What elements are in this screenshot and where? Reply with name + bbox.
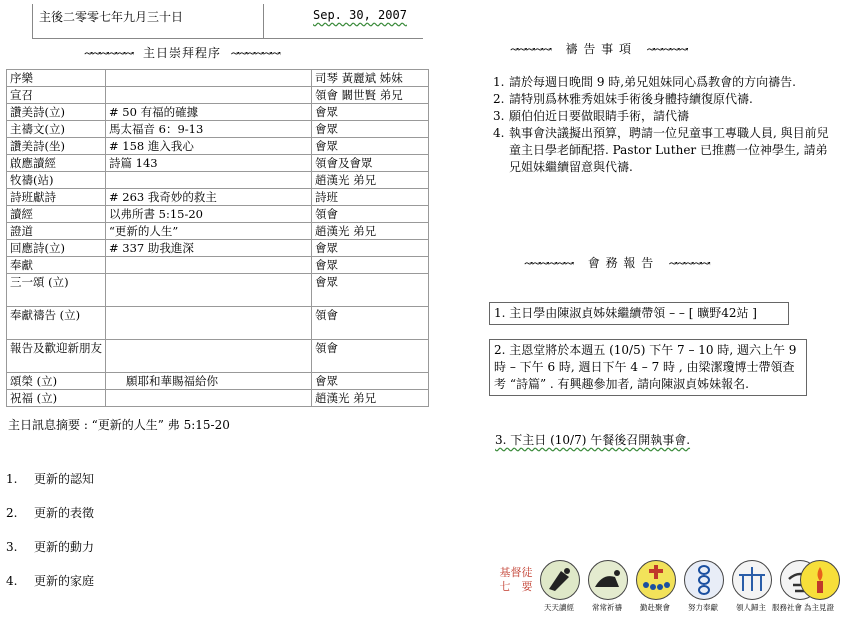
program-person: 會眾 (312, 121, 429, 138)
program-row (7, 138, 429, 155)
affairs-title-row (524, 254, 710, 271)
program-person: 領會 闞世賢 弟兄 (312, 87, 429, 104)
caption: 為主見證 (804, 603, 834, 612)
program-item: 奉獻禱告 (立) (7, 307, 106, 340)
prayer-list (493, 74, 838, 176)
witness-icon (800, 560, 840, 600)
program-content (106, 87, 312, 104)
program-content: 以弗所書 5:15-20 (106, 206, 312, 223)
program-content (106, 307, 312, 340)
service-program-table (6, 69, 429, 407)
program-item: 讀經 (7, 206, 106, 223)
program-item: 讚美詩(坐) (7, 138, 106, 155)
caption: 努力奉獻 (688, 603, 718, 612)
seven-essentials-logo (496, 560, 838, 622)
header-divider (263, 4, 264, 38)
prayer-title: 禱 告 事 項 (565, 42, 632, 56)
program-item: 牧禱(站) (7, 172, 106, 189)
program-row (7, 307, 429, 340)
program-person: 會眾 (312, 274, 429, 307)
program-row (7, 87, 429, 104)
program-content: # 263 我奇妙的救主 (106, 189, 312, 206)
program-content (106, 257, 312, 274)
program-title: 主日崇拜程序 (142, 46, 221, 60)
program-person: 會眾 (312, 104, 429, 121)
program-row (7, 172, 429, 189)
bible-reading-icon (540, 560, 580, 600)
caption: 常常祈禱 (592, 603, 622, 612)
program-content: # 50 有福的確據 (106, 104, 312, 121)
program-item: 三一頌 (立) (7, 274, 106, 307)
program-content: 詩篇 143 (106, 155, 312, 172)
program-item: 主禱文(立) (7, 121, 106, 138)
evangelism-icon (732, 560, 772, 600)
caption: 勤赴聚會 (640, 603, 670, 612)
program-person: 領會 (312, 307, 429, 340)
program-item: 序樂 (7, 70, 106, 87)
program-item: 宣召 (7, 87, 106, 104)
program-person: 趙漢光 弟兄 (312, 223, 429, 240)
program-item: 讚美詩(立) (7, 104, 106, 121)
program-row (7, 206, 429, 223)
sermon-point: 3. 更新的動力 (6, 540, 95, 554)
program-content: # 158 進入我心 (106, 138, 312, 155)
affairs-item-3: 3. 下主日 (10/7) 午餐後召開執事會. (495, 433, 691, 447)
program-row (7, 104, 429, 121)
program-content (106, 390, 312, 407)
program-row (7, 121, 429, 138)
program-item: 詩班獻詩 (7, 189, 106, 206)
caption: 天天讀經 (544, 603, 574, 612)
affairs-title: 會 務 報 告 (587, 256, 655, 270)
program-person: 趙漢光 弟兄 (312, 172, 429, 189)
program-item: 報告及歡迎新朋友 (7, 340, 106, 373)
affairs-item-2: 2. 主恩堂將於本週五 (10/5) 下午 7 – 10 時, 週六上午 9 時 – 下午 6 時, 週日下午 4 – 7 時 , 由梁潔瓊博士帶領查考 “詩篇” . 有興趣參加者, 請向陳淑貞姊妹報名. (489, 339, 807, 396)
prayer-item: 1. 請於每週日晚間 9 時,弟兄姐妹同心爲教會的方向禱告. (493, 75, 796, 89)
sermon-point: 2. 更新的表徵 (6, 506, 95, 520)
program-content (106, 70, 312, 87)
church-gathering-icon (636, 560, 676, 600)
program-row (7, 257, 429, 274)
program-item: 頌榮 (立) (7, 373, 106, 390)
program-person: 趙漢光 弟兄 (312, 390, 429, 407)
program-row (7, 189, 429, 206)
program-content: “更新的人生” (106, 223, 312, 240)
program-person: 領會 (312, 340, 429, 373)
program-content (106, 274, 312, 307)
program-title-row (84, 44, 280, 61)
program-person: 司琴 黃麗斌 姊妹 (312, 70, 429, 87)
program-content: # 337 助我進深 (106, 240, 312, 257)
program-row (7, 223, 429, 240)
program-item: 奉獻 (7, 257, 106, 274)
prayer-item: 4. 執事會決議擬出預算，聘請一位兒童事工專職人員, 與目前兒童主日學老師配搭. Pastor Luther 已推薦一位神學生, 請弟兄姐妹繼續留意與代禱. (493, 126, 829, 174)
decor-right: ↝↝↝↝↝↝ (230, 47, 280, 60)
decor-right: ↝↝↝↝↝ (668, 257, 710, 270)
prayer-item: 2. 請特別爲林雅秀姐妹手術後身體持續復原代禱. (493, 92, 753, 106)
logo-title: 基督徒 七 要 (499, 566, 533, 593)
program-row (7, 390, 429, 407)
program-content (106, 172, 312, 189)
date-english: Sep. 30, 2007 (313, 8, 407, 22)
affairs-item-1: 1. 主日學由陳淑貞姊妹繼續帶領 – – [ 曠野42站 ] (489, 302, 789, 325)
program-row (7, 274, 429, 307)
program-person: 會眾 (312, 257, 429, 274)
program-content (106, 340, 312, 373)
program-item: 回應詩(立) (7, 240, 106, 257)
program-person: 領會及會眾 (312, 155, 429, 172)
prayer-icon (588, 560, 628, 600)
program-row (7, 70, 429, 87)
header-box (32, 4, 423, 39)
program-item: 證道 (7, 223, 106, 240)
program-person: 領會 (312, 206, 429, 223)
decor-right: ↝↝↝↝↝ (646, 43, 688, 56)
program-content: 願耶和華賜福給你 (106, 373, 312, 390)
prayer-item: 3. 願伯伯近日要做眼睛手術，請代禱 (493, 109, 690, 123)
sermon-summary: 主日訊息摘要 : “更新的人生” 弗 5:15-20 (8, 418, 230, 432)
program-item: 啟應讀經 (7, 155, 106, 172)
program-row (7, 373, 429, 390)
date-chinese: 主後二零零七年九月三十日 (39, 10, 184, 24)
caption: 服務社會 (772, 603, 802, 612)
giving-icon (684, 560, 724, 600)
prayer-title-row (510, 40, 688, 57)
program-item: 祝福 (立) (7, 390, 106, 407)
program-row (7, 155, 429, 172)
program-row (7, 340, 429, 373)
program-person: 會眾 (312, 138, 429, 155)
program-person: 會眾 (312, 373, 429, 390)
decor-left: ↝↝↝↝↝↝ (524, 257, 574, 270)
program-content: 馬太福音 6：9-13 (106, 121, 312, 138)
decor-left: ↝↝↝↝↝ (510, 43, 552, 56)
decor-left: ↝↝↝↝↝↝ (84, 47, 134, 60)
caption: 領人歸主 (736, 603, 766, 612)
sermon-point: 1. 更新的認知 (6, 472, 95, 486)
program-person: 會眾 (312, 240, 429, 257)
sermon-point: 4. 更新的家庭 (6, 574, 95, 588)
program-person: 詩班 (312, 189, 429, 206)
program-row (7, 240, 429, 257)
